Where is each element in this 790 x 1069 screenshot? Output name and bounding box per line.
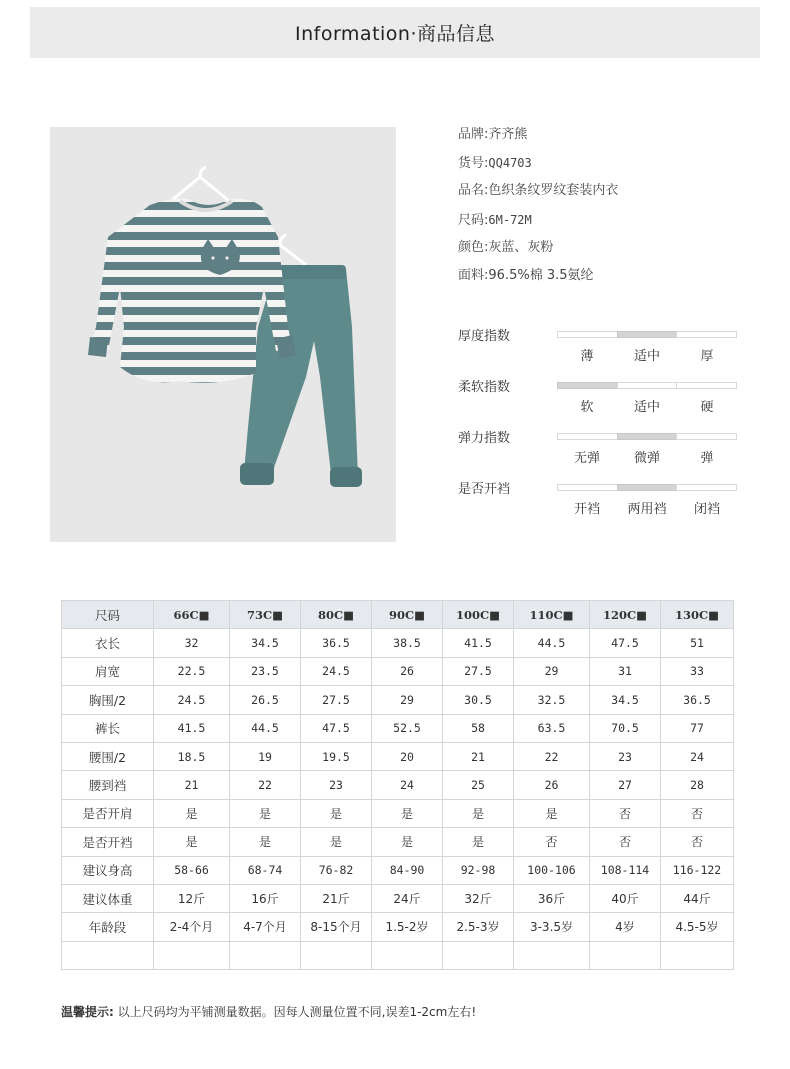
table-row-label: 是否开肩 xyxy=(62,799,154,827)
index-option: 厚 xyxy=(700,349,714,364)
table-header-cell: 130C■ xyxy=(661,601,734,629)
index-segment xyxy=(676,331,737,338)
table-cell: 70.5 xyxy=(590,714,661,742)
table-row xyxy=(62,799,734,827)
index-segment xyxy=(557,484,617,491)
index-crotch-type xyxy=(458,478,758,529)
index-option: 无弹 xyxy=(573,451,600,466)
table-cell: 是 xyxy=(443,828,514,856)
table-cell: 92-98 xyxy=(443,856,514,884)
table-cell: 100-106 xyxy=(514,856,590,884)
table-cell xyxy=(372,941,443,969)
table-cell: 4.5-5岁 xyxy=(661,913,734,941)
table-cell: 63.5 xyxy=(514,714,590,742)
table-cell: 24 xyxy=(372,771,443,799)
tip-label: 温馨提示: xyxy=(61,1005,114,1019)
table-cell: 108-114 xyxy=(590,856,661,884)
table-row xyxy=(62,657,734,685)
table-cell: 26 xyxy=(372,657,443,685)
table-cell: 27.5 xyxy=(301,686,372,714)
table-body xyxy=(62,629,734,970)
table-cell: 116-122 xyxy=(661,856,734,884)
table-header-cell: 120C■ xyxy=(590,601,661,629)
table-cell: 是 xyxy=(514,799,590,827)
index-softness xyxy=(458,376,758,427)
table-header-cell: 80C■ xyxy=(301,601,372,629)
table-row xyxy=(62,742,734,770)
index-segment xyxy=(617,484,677,491)
index-segment xyxy=(617,331,677,338)
table-row-label: 建议体重 xyxy=(62,884,154,912)
table-cell: 是 xyxy=(301,799,372,827)
index-segment xyxy=(617,433,677,440)
index-name: 柔软指数 xyxy=(458,380,511,395)
index-segment xyxy=(617,382,677,389)
table-row xyxy=(62,828,734,856)
table-cell: 41.5 xyxy=(443,629,514,657)
table-header-cell: 尺码 xyxy=(62,601,154,629)
table-header-cell: 73C■ xyxy=(230,601,301,629)
index-elasticity xyxy=(458,427,758,478)
table-header-row xyxy=(62,601,734,629)
index-segment xyxy=(557,331,617,338)
product-info-list xyxy=(458,125,618,294)
table-row xyxy=(62,714,734,742)
warm-tip xyxy=(61,1003,476,1020)
index-segment xyxy=(676,433,737,440)
table-cell xyxy=(590,941,661,969)
index-scale xyxy=(557,433,737,440)
table-cell: 1.5-2岁 xyxy=(372,913,443,941)
table-cell xyxy=(230,941,301,969)
index-option: 适中 xyxy=(633,349,660,364)
table-cell: 否 xyxy=(661,828,734,856)
table-cell xyxy=(154,941,230,969)
table-cell: 21 xyxy=(154,771,230,799)
table-row xyxy=(62,941,734,969)
table-cell: 24斤 xyxy=(372,884,443,912)
table-cell: 34.5 xyxy=(230,629,301,657)
table-cell: 77 xyxy=(661,714,734,742)
index-scale xyxy=(557,331,737,338)
table-cell: 34.5 xyxy=(590,686,661,714)
table-row-label: 胸围/2 xyxy=(62,686,154,714)
table-cell: 58-66 xyxy=(154,856,230,884)
table-cell xyxy=(661,941,734,969)
table-cell: 20 xyxy=(372,742,443,770)
table-cell: 25 xyxy=(443,771,514,799)
table-cell: 23 xyxy=(590,742,661,770)
table-row-label: 年龄段 xyxy=(62,913,154,941)
table-cell xyxy=(514,941,590,969)
index-option: 弹 xyxy=(700,451,714,466)
table-cell: 24.5 xyxy=(154,686,230,714)
table-row xyxy=(62,884,734,912)
table-cell: 24 xyxy=(661,742,734,770)
table-cell: 68-74 xyxy=(230,856,301,884)
table-cell: 29 xyxy=(514,657,590,685)
table-cell: 76-82 xyxy=(301,856,372,884)
table-cell: 47.5 xyxy=(590,629,661,657)
index-scale xyxy=(557,382,737,389)
table-cell: 否 xyxy=(514,828,590,856)
table-cell: 是 xyxy=(443,799,514,827)
table-cell: 是 xyxy=(154,799,230,827)
table-cell: 41.5 xyxy=(154,714,230,742)
index-option: 软 xyxy=(580,400,594,415)
index-option: 两用裆 xyxy=(627,502,667,517)
table-cell: 否 xyxy=(590,828,661,856)
table-cell: 44.5 xyxy=(514,629,590,657)
table-cell: 44.5 xyxy=(230,714,301,742)
table-cell: 58 xyxy=(443,714,514,742)
table-cell: 36斤 xyxy=(514,884,590,912)
index-segment xyxy=(557,433,617,440)
table-cell: 是 xyxy=(372,828,443,856)
table-cell: 36.5 xyxy=(301,629,372,657)
table-row-label: 是否开裆 xyxy=(62,828,154,856)
table-row xyxy=(62,686,734,714)
table-row xyxy=(62,629,734,657)
table-cell: 是 xyxy=(230,828,301,856)
table-cell: 84-90 xyxy=(372,856,443,884)
tip-text: 以上尺码均为平铺测量数据。因每人测量位置不同,误差1-2cm左右! xyxy=(117,1005,477,1019)
table-cell: 2.5-3岁 xyxy=(443,913,514,941)
index-option: 闭裆 xyxy=(693,502,720,517)
product-photo xyxy=(50,127,396,542)
table-row-label: 肩宽 xyxy=(62,657,154,685)
table-row-label: 建议身高 xyxy=(62,856,154,884)
table-header-cell: 66C■ xyxy=(154,601,230,629)
table-cell: 4岁 xyxy=(590,913,661,941)
table-cell: 2-4个月 xyxy=(154,913,230,941)
table-row xyxy=(62,856,734,884)
section-header xyxy=(30,7,760,58)
table-cell: 18.5 xyxy=(154,742,230,770)
size-chart-table xyxy=(61,600,734,970)
table-cell: 是 xyxy=(301,828,372,856)
table-cell: 22 xyxy=(514,742,590,770)
table-cell: 23 xyxy=(301,771,372,799)
table-row xyxy=(62,913,734,941)
table-cell: 40斤 xyxy=(590,884,661,912)
table-cell xyxy=(301,941,372,969)
index-option: 微弹 xyxy=(633,451,660,466)
table-cell: 19 xyxy=(230,742,301,770)
index-name: 弹力指数 xyxy=(458,431,511,446)
table-cell: 31 xyxy=(590,657,661,685)
info-fabric: 面料:96.5%棉 3.5氨纶 xyxy=(458,267,594,283)
section-title: Information·商品信息 xyxy=(294,23,496,45)
table-cell: 44斤 xyxy=(661,884,734,912)
table-row-label: 衣长 xyxy=(62,629,154,657)
table-cell: 4-7个月 xyxy=(230,913,301,941)
table-cell: 32斤 xyxy=(443,884,514,912)
table-cell: 32.5 xyxy=(514,686,590,714)
index-segment xyxy=(676,484,737,491)
table-cell: 30.5 xyxy=(443,686,514,714)
index-segment xyxy=(676,382,737,389)
table-row-label xyxy=(62,941,154,969)
table-cell: 19.5 xyxy=(301,742,372,770)
info-size-range: 尺码:6M-72M xyxy=(458,212,532,228)
info-product-name: 品名:色织条纹罗纹套装内衣 xyxy=(458,183,619,199)
table-cell: 是 xyxy=(230,799,301,827)
table-row-label: 腰到裆 xyxy=(62,771,154,799)
table-cell: 32 xyxy=(154,629,230,657)
table-cell: 3-3.5岁 xyxy=(514,913,590,941)
table-cell: 23.5 xyxy=(230,657,301,685)
index-scale xyxy=(557,484,737,491)
table-cell: 29 xyxy=(372,686,443,714)
table-cell: 否 xyxy=(661,799,734,827)
table-cell: 否 xyxy=(590,799,661,827)
table-header-cell: 100C■ xyxy=(443,601,514,629)
table-cell: 8-15个月 xyxy=(301,913,372,941)
table-cell: 26.5 xyxy=(230,686,301,714)
table-cell: 24.5 xyxy=(301,657,372,685)
table-cell: 22.5 xyxy=(154,657,230,685)
table-cell: 12斤 xyxy=(154,884,230,912)
index-option: 硬 xyxy=(700,400,714,415)
index-name: 是否开裆 xyxy=(458,482,511,497)
table-row-label: 腰围/2 xyxy=(62,742,154,770)
table-cell: 是 xyxy=(372,799,443,827)
table-cell: 27.5 xyxy=(443,657,514,685)
table-header-cell: 90C■ xyxy=(372,601,443,629)
table-row xyxy=(62,771,734,799)
table-cell xyxy=(443,941,514,969)
index-segment xyxy=(557,382,617,389)
table-cell: 33 xyxy=(661,657,734,685)
table-cell: 21斤 xyxy=(301,884,372,912)
table-cell: 26 xyxy=(514,771,590,799)
index-thickness xyxy=(458,325,758,376)
table-cell: 52.5 xyxy=(372,714,443,742)
feature-indices xyxy=(458,325,758,529)
table-cell: 16斤 xyxy=(230,884,301,912)
table-cell: 22 xyxy=(230,771,301,799)
info-color: 颜色:灰蓝、灰粉 xyxy=(458,239,554,255)
table-cell: 51 xyxy=(661,629,734,657)
table-row-label: 裤长 xyxy=(62,714,154,742)
index-option: 开裆 xyxy=(573,502,600,517)
table-cell: 38.5 xyxy=(372,629,443,657)
table-cell: 21 xyxy=(443,742,514,770)
table-header-cell: 110C■ xyxy=(514,601,590,629)
info-item-number: 货号:QQ4703 xyxy=(458,156,532,172)
table-cell: 47.5 xyxy=(301,714,372,742)
table-cell: 是 xyxy=(154,828,230,856)
index-option: 薄 xyxy=(580,349,594,364)
table-cell: 27 xyxy=(590,771,661,799)
info-brand: 品牌:齐齐熊 xyxy=(458,127,528,142)
index-option: 适中 xyxy=(633,400,660,415)
index-name: 厚度指数 xyxy=(458,329,511,344)
table-cell: 36.5 xyxy=(661,686,734,714)
table-cell: 28 xyxy=(661,771,734,799)
